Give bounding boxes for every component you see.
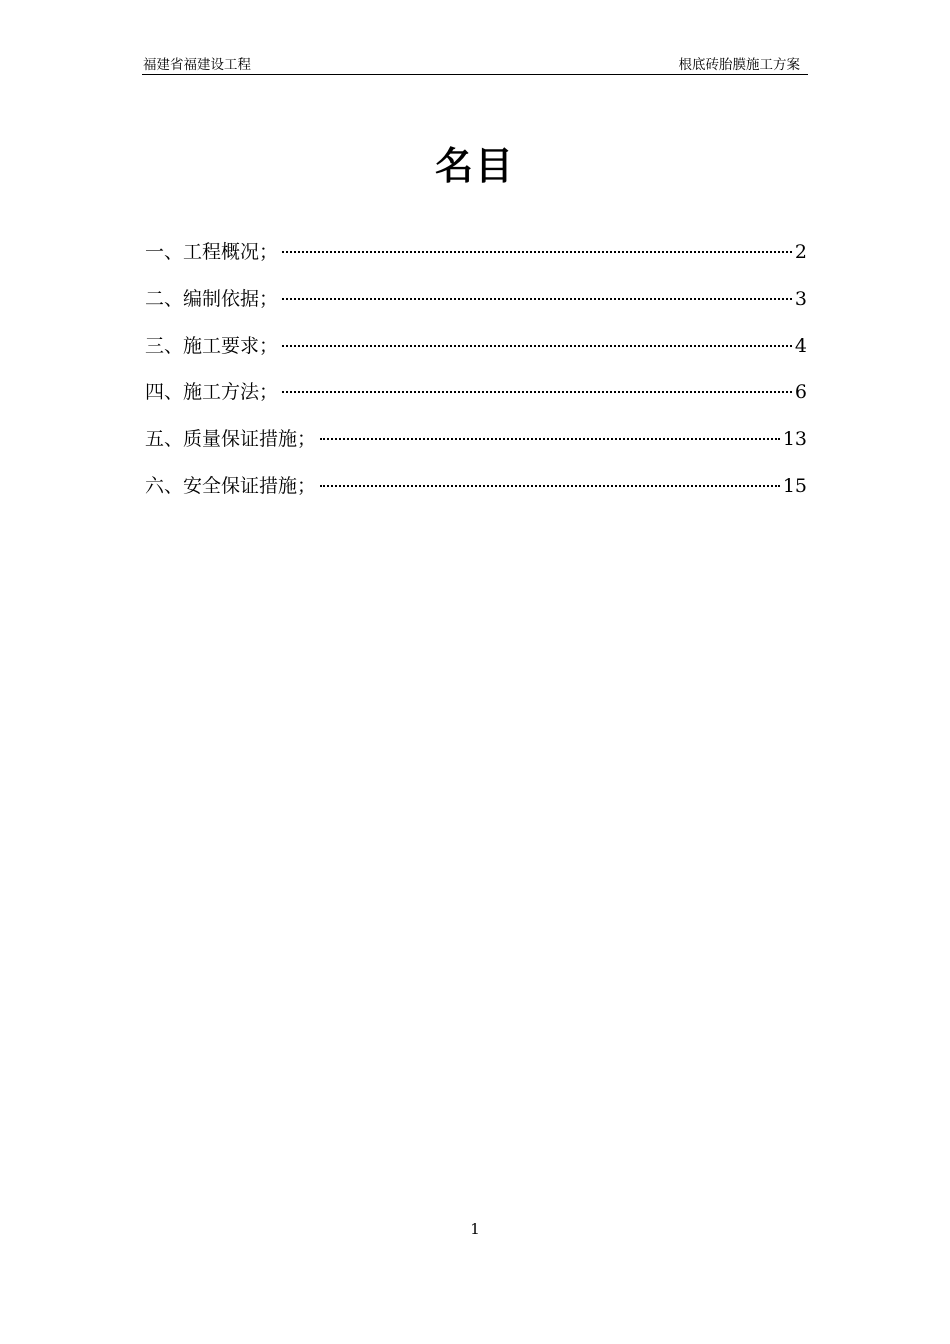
toc-entry-quality-assurance[interactable] [145, 424, 807, 471]
toc-entry-label: 六、安全保证措施； [145, 474, 317, 497]
toc-entry-safety-assurance[interactable] [145, 471, 807, 518]
header-right-text: 根底砖胎膜施工方案 [678, 57, 800, 73]
toc-dot-leader [320, 485, 780, 487]
toc-entry-label: 四、施工方法； [145, 381, 279, 404]
document-title: 名目 [434, 144, 515, 188]
toc-entry-page: 6 [794, 381, 807, 404]
toc-dot-leader [282, 298, 792, 300]
toc-entry-page: 15 [782, 474, 807, 497]
toc-entry-page: 13 [782, 428, 807, 451]
table-of-contents [145, 237, 807, 518]
toc-entry-construction-requirements[interactable] [145, 331, 807, 378]
header-left-text: 福建省福建设工程 [143, 57, 251, 73]
toc-entry-construction-method[interactable] [145, 377, 807, 424]
toc-entry-label: 五、质量保证措施； [145, 428, 317, 451]
toc-dot-leader [282, 391, 792, 393]
toc-entry-label: 三、施工要求； [145, 334, 279, 357]
toc-entry-page: 3 [794, 287, 807, 310]
toc-entry-label: 一、工程概况； [145, 241, 279, 263]
toc-dot-leader [282, 345, 792, 347]
toc-entry-label: 二、编制依据； [145, 287, 279, 310]
toc-dot-leader [320, 438, 780, 440]
page-number: 1 [470, 1220, 480, 1238]
page-header [142, 56, 808, 75]
toc-entry-compilation-basis[interactable] [145, 284, 807, 331]
toc-entry-project-overview[interactable] [145, 237, 807, 284]
toc-dot-leader [282, 251, 792, 253]
toc-entry-page: 4 [794, 334, 807, 357]
toc-entry-page: 2 [794, 241, 807, 263]
